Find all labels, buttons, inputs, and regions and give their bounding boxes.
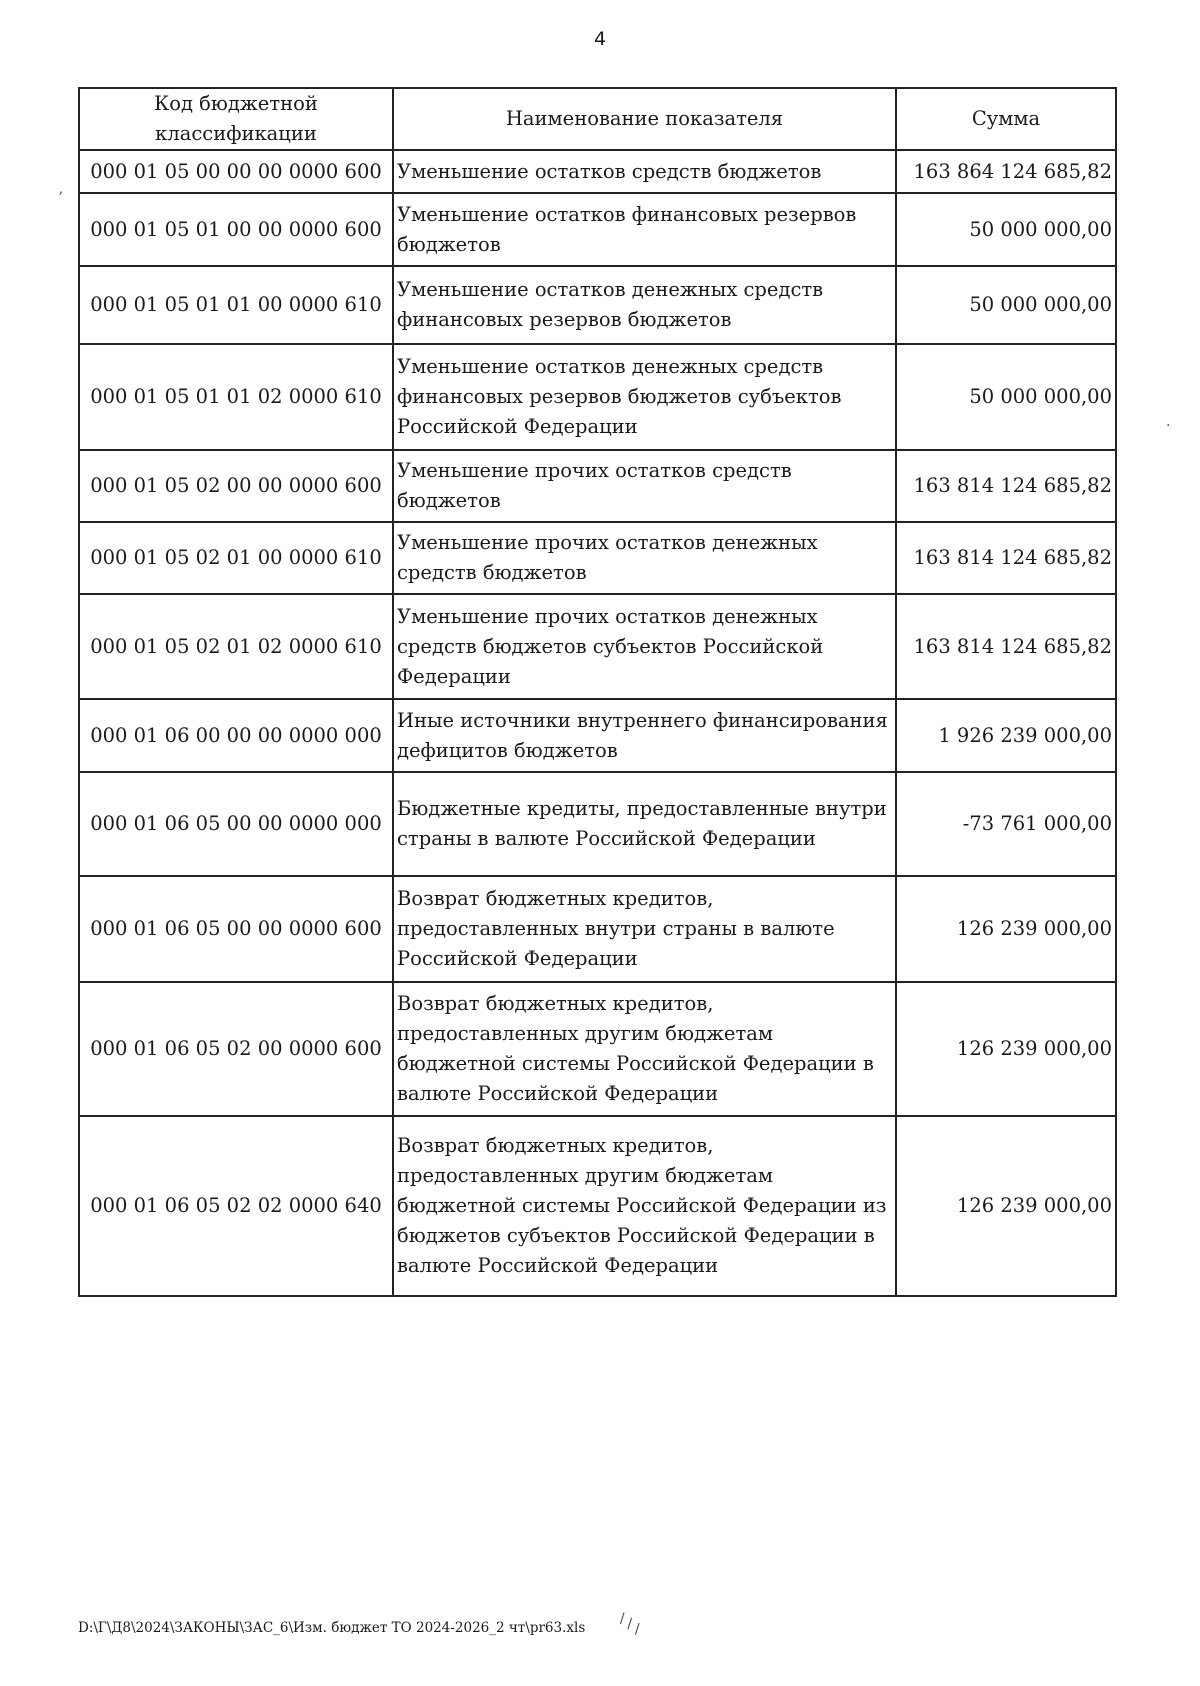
file-path-footer: D:\Г\Д8\2024\ЗАКОНЫ\ЗАС_6\Изм. бюджет ТО 2024-2026_2 чт\pr63.xls bbox=[78, 1620, 586, 1636]
header-sum: Сумма bbox=[896, 88, 1116, 150]
table-row bbox=[79, 193, 1116, 266]
row-sum: 50 000 000,00 bbox=[896, 344, 1116, 450]
row-sum: 50 000 000,00 bbox=[896, 193, 1116, 266]
row-sum: 1 926 239 000,00 bbox=[896, 699, 1116, 772]
page-number: 4 bbox=[593, 28, 607, 50]
row-code: 000 01 06 00 00 00 0000 000 bbox=[79, 699, 393, 772]
row-sum: 50 000 000,00 bbox=[896, 266, 1116, 344]
row-sum: 126 239 000,00 bbox=[896, 876, 1116, 982]
row-code: 000 01 06 05 00 00 0000 000 bbox=[79, 772, 393, 876]
row-name: Возврат бюджетных кредитов, предоставленных другим бюджетам бюджетной системы Российской Федерации в валюте Российской Федерации bbox=[393, 982, 896, 1116]
row-code: 000 01 05 01 00 00 0000 600 bbox=[79, 193, 393, 266]
row-name: Уменьшение прочих остатков средств бюджетов bbox=[393, 450, 896, 522]
row-name: Бюджетные кредиты, предоставленные внутри страны в валюте Российской Федерации bbox=[393, 772, 896, 876]
scan-mark: · bbox=[1166, 418, 1171, 434]
row-code: 000 01 05 02 00 00 0000 600 bbox=[79, 450, 393, 522]
budget-sources-table bbox=[78, 87, 1117, 1297]
row-name: Возврат бюджетных кредитов, предоставленных внутри страны в валюте Российской Федерации bbox=[393, 876, 896, 982]
row-name: Уменьшение остатков денежных средств финансовых резервов бюджетов субъектов Российской Федерации bbox=[393, 344, 896, 450]
row-code: 000 01 05 01 01 00 0000 610 bbox=[79, 266, 393, 344]
row-sum: -73 761 000,00 bbox=[896, 772, 1116, 876]
header-code: Код бюджетной классификации bbox=[79, 88, 393, 150]
row-code: 000 01 06 05 00 00 0000 600 bbox=[79, 876, 393, 982]
table-row bbox=[79, 876, 1116, 982]
row-code: 000 01 05 00 00 00 0000 600 bbox=[79, 150, 393, 193]
row-sum: 163 864 124 685,82 bbox=[896, 150, 1116, 193]
row-code: 000 01 06 05 02 02 0000 640 bbox=[79, 1116, 393, 1296]
table-row bbox=[79, 522, 1116, 594]
row-code: 000 01 05 01 01 02 0000 610 bbox=[79, 344, 393, 450]
row-sum: 126 239 000,00 bbox=[896, 1116, 1116, 1296]
row-code: 000 01 05 02 01 00 0000 610 bbox=[79, 522, 393, 594]
scan-mark: ʼ bbox=[58, 190, 63, 206]
row-name: Уменьшение остатков денежных средств финансовых резервов бюджетов bbox=[393, 266, 896, 344]
table-row bbox=[79, 699, 1116, 772]
row-sum: 163 814 124 685,82 bbox=[896, 450, 1116, 522]
row-name: Уменьшение остатков финансовых резервов бюджетов bbox=[393, 193, 896, 266]
row-code: 000 01 05 02 01 02 0000 610 bbox=[79, 594, 393, 699]
scan-mark: \ \ \ bbox=[615, 1610, 644, 1638]
row-name: Уменьшение остатков средств бюджетов bbox=[393, 150, 896, 193]
row-code: 000 01 06 05 02 00 0000 600 bbox=[79, 982, 393, 1116]
table-row bbox=[79, 344, 1116, 450]
row-name: Уменьшение прочих остатков денежных средств бюджетов bbox=[393, 522, 896, 594]
table-row bbox=[79, 772, 1116, 876]
table-row bbox=[79, 450, 1116, 522]
row-name: Иные источники внутреннего финансирования дефицитов бюджетов bbox=[393, 699, 896, 772]
table-row bbox=[79, 150, 1116, 193]
table-row bbox=[79, 1116, 1116, 1296]
table-header-row bbox=[79, 88, 1116, 150]
row-sum: 126 239 000,00 bbox=[896, 982, 1116, 1116]
header-name: Наименование показателя bbox=[393, 88, 896, 150]
row-sum: 163 814 124 685,82 bbox=[896, 594, 1116, 699]
table-row bbox=[79, 982, 1116, 1116]
table-row bbox=[79, 594, 1116, 699]
row-sum: 163 814 124 685,82 bbox=[896, 522, 1116, 594]
row-name: Уменьшение прочих остатков денежных средств бюджетов субъектов Российской Федерации bbox=[393, 594, 896, 699]
row-name: Возврат бюджетных кредитов, предоставленных другим бюджетам бюджетной системы Российской Федерации из бюджетов субъектов Российской Федерации в валюте Российской Федерации bbox=[393, 1116, 896, 1296]
table-row bbox=[79, 266, 1116, 344]
